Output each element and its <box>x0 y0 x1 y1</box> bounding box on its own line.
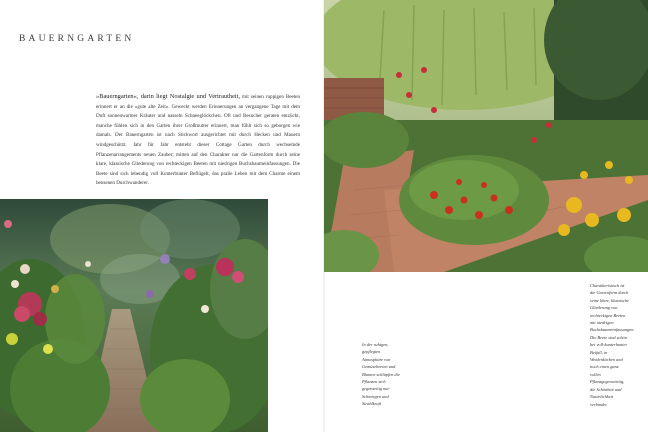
caption-left: In der ruhigen, gepflegten Atmosphäre von Gemüsebeeten und Blumen schlüpfen die Pflanzen sich gegenseitig nur Schmiegen und Strahlkraft <box>362 342 400 407</box>
cottage-garden-photo <box>324 0 648 272</box>
intro-body: mit seinen ruppigen Beeten erinnert er an die »gute alte Zeit«. Geweckt werden Erinnerungen an vergangene Tage mit dem Duft sonnenwarmer Kräuter und nasseln Schneeglöckchen. Oft und Besucher geraten entzückt, manche fühlen sich in den Garten ihrer Großmutter erinnert, man fühlt sich so geborgen wie damals. Der Bauerngarten ist nach Stichwort ausgerichtet mit durch Hecken und Mauern windgeschützt. Jahr für Jahr entsteht dieser Cottage Garten durch wechselnde Pflanzenarrangements neuen Zauber; mitten auf den Charakter nur die Gartenform durch seine klare, klassische Gliederung von rechteckigen Beeten mit niedrigen Buchsbaumeinfassungen. Die Beete sind sich lebendig voll Kunterbunter Beflügelt, das pralle Leben mit dem Charme einem bensenen Durchwanderer. <box>96 94 300 187</box>
garden-path-photo <box>0 199 268 432</box>
section-title: BAUERNGARTEN <box>19 34 135 44</box>
intro-lead: »Bauerngarten«, darin liegt Nostalgie und Vertrautheit, <box>96 93 241 100</box>
caption-right: Charakteristisch ist die Gartenform durch seine klare, klassische Gliederung von rechteckigen Beeten mit niedrigen Buchsbaumeinfassungen. Die Beete sind schön bei voll-kunterbunter Beifall, in Weidenkörben und noch einen ganz vollen Pflanzgegenwärtig, die Schönheit und Natürlichkeit verbindet. <box>590 283 635 407</box>
intro-paragraph <box>96 92 300 189</box>
